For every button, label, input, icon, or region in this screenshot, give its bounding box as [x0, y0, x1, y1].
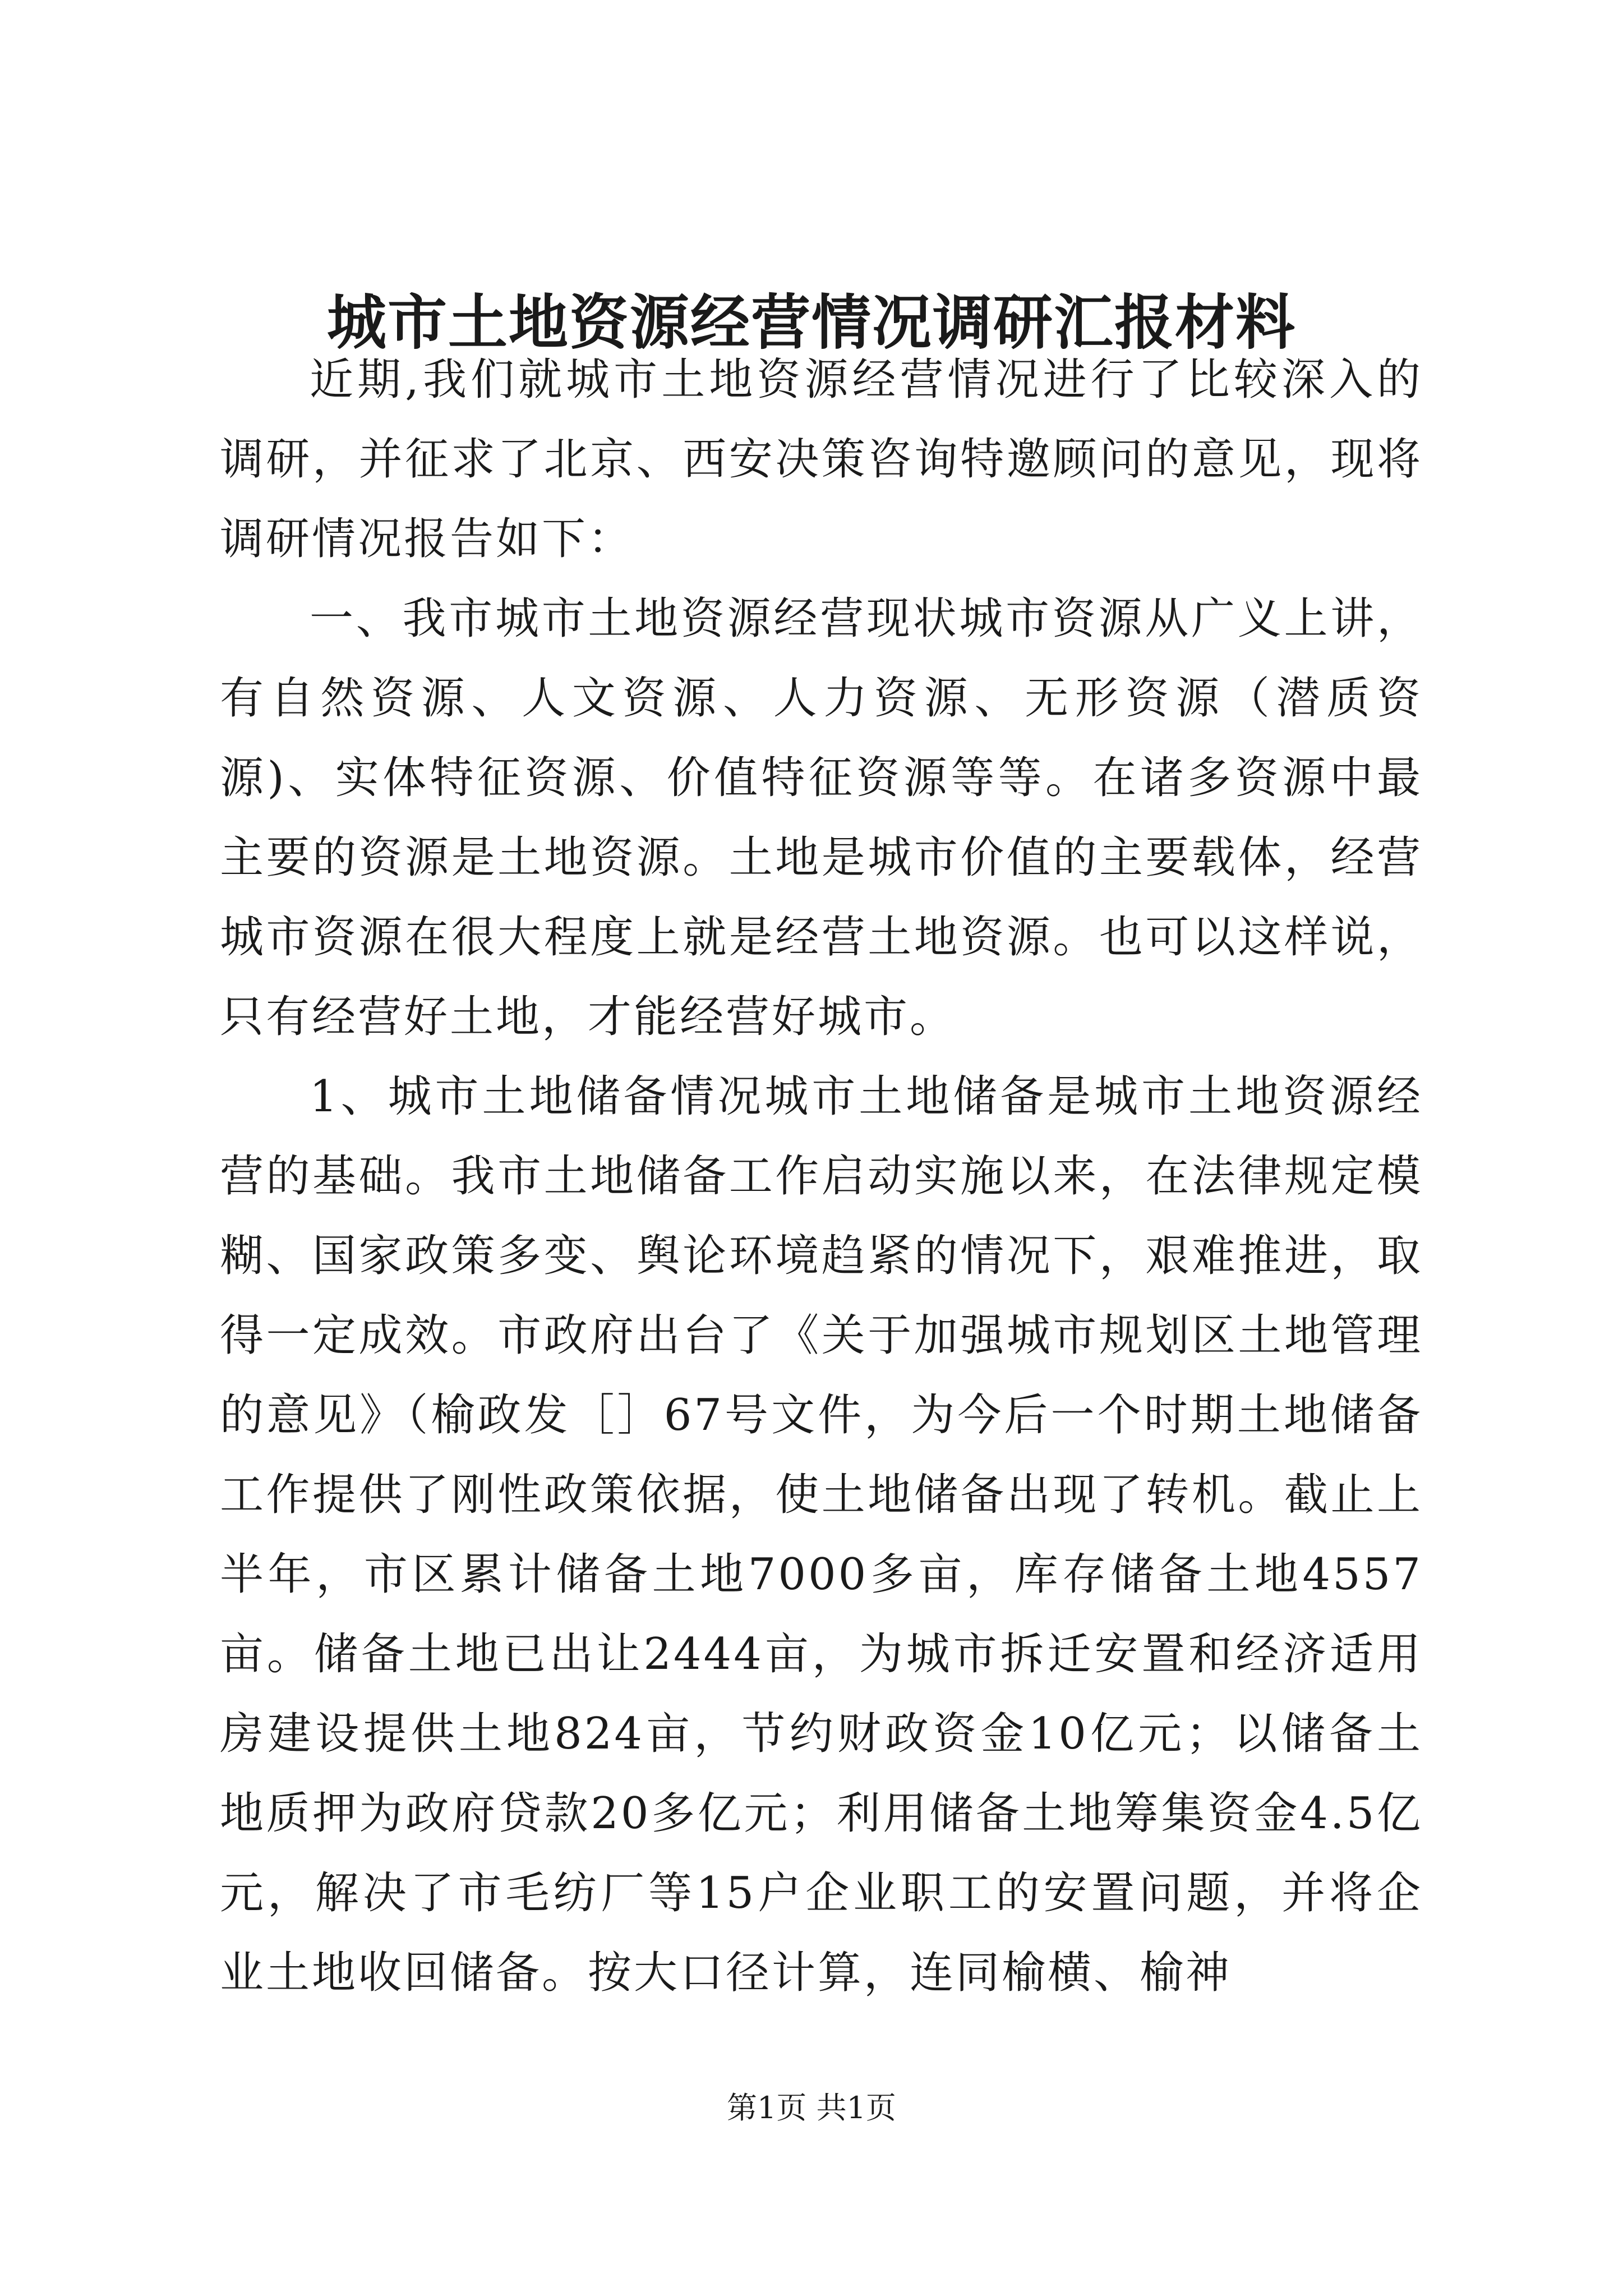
document-title: 城市土地资源经营情况调研汇报材料: [327, 287, 1296, 357]
paragraph-intro: 近期,我们就城市土地资源经营情况进行了比较深入的调研，并征求了北京、西安决策咨询特邀顾问的意见，现将调研情况报告如下：: [220, 355, 1423, 564]
page-number-footer: 第1页 共1页: [727, 2090, 896, 2125]
paragraph-land-reserve: 1、城市土地储备情况城市土地储备是城市土地资源经营的基础。我市土地储备工作启动实施以来，在法律规定模糊、国家政策多变、舆论环境趋紧的情况下，艰难推进，取得一定成效。市政府出台了《关于加强城市规划区土地管理的意见》（榆政发［］67号文件，为今后一个时期土地储备工作提供了刚性政策依据，使土地储备出现了转机。截止上半年，市区累计储备土地7000多亩，库存储备土地4557亩。储备土地已出让2444亩，为城市拆迁安置和经济适用房建设提供土地824亩，节约财政资金10亿元；以储备土地质押为政府贷款20多亿元；利用储备土地筹集资金4.5亿元，解决了市毛纺厂等15户企业职工的安置问题，并将企业土地收回储备。按大口径计算，连同榆横、榆神: [220, 1071, 1423, 1998]
paragraph-section-1: 一、我市城市土地资源经营现状城市资源从广义上讲，有自然资源、人文资源、人力资源、无形资源（潜质资源)、实体特征资源、价值特征资源等等。在诸多资源中最主要的资源是土地资源。土地是城市价值的主要载体，经营城市资源在很大程度上就是经营土地资源。也可以这样说，只有经营好土地，才能经营好城市。: [220, 593, 1423, 1042]
document-body: [220, 340, 1423, 2013]
